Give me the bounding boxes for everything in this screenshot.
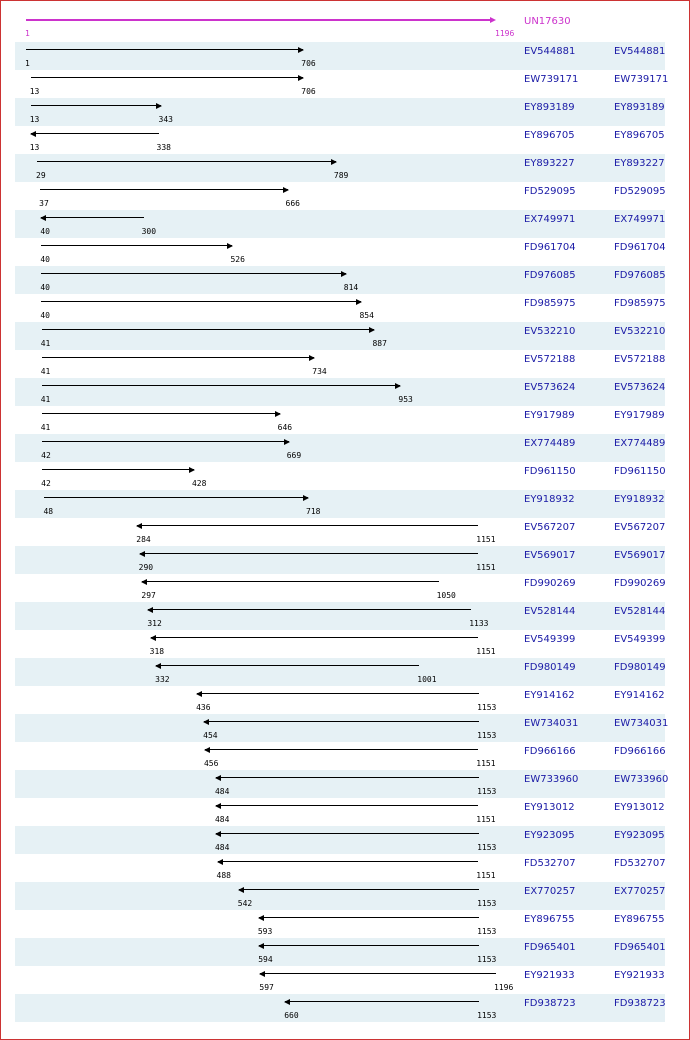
alignment-end: 1153 bbox=[477, 787, 497, 796]
accession-link-secondary[interactable]: EW739171 bbox=[614, 74, 669, 85]
accession-link[interactable]: EV569017 bbox=[524, 550, 576, 561]
accession-link-secondary[interactable]: EX774489 bbox=[614, 438, 666, 449]
alignment-end: 734 bbox=[312, 367, 327, 376]
accession-link-secondary[interactable]: FD965401 bbox=[614, 942, 666, 953]
accession-link[interactable]: EW733960 bbox=[524, 774, 579, 785]
accession-link-secondary[interactable]: FD980149 bbox=[614, 662, 666, 673]
arrow-right-icon bbox=[369, 327, 375, 333]
alignment-start: 454 bbox=[203, 731, 218, 740]
alignment-line bbox=[218, 861, 479, 862]
alignment-line bbox=[42, 329, 375, 330]
alignment-line bbox=[140, 553, 479, 554]
alignment-start: 13 bbox=[29, 115, 40, 124]
alignment-start: 594 bbox=[258, 955, 273, 964]
accession-link-secondary[interactable]: EV573624 bbox=[614, 382, 666, 393]
alignment-line bbox=[41, 245, 232, 246]
alignment-end: 526 bbox=[230, 255, 245, 264]
alignment-start: 37 bbox=[39, 199, 49, 208]
alignment-end: 1001 bbox=[417, 675, 437, 684]
alignment-end: 666 bbox=[285, 199, 300, 208]
alignment-line bbox=[259, 917, 479, 918]
arrow-left-icon bbox=[238, 887, 244, 893]
accession-link-secondary[interactable]: EV572188 bbox=[614, 354, 666, 365]
alignment-start: 41 bbox=[40, 395, 51, 404]
arrow-right-icon bbox=[298, 47, 304, 53]
arrow-left-icon bbox=[40, 215, 46, 221]
accession-link-secondary[interactable]: EV549399 bbox=[614, 634, 666, 645]
alignment-end: 854 bbox=[359, 311, 374, 320]
accession-link-secondary[interactable]: EV544881 bbox=[614, 46, 666, 57]
accession-link[interactable]: EY896755 bbox=[524, 914, 575, 925]
arrow-right-icon bbox=[331, 159, 337, 165]
alignment-start: 318 bbox=[149, 647, 165, 656]
accession-link-secondary[interactable]: EV569017 bbox=[614, 550, 666, 561]
alignment-start: 484 bbox=[214, 815, 230, 824]
alignment-end: 1151 bbox=[476, 759, 496, 768]
arrow-right-icon bbox=[156, 103, 162, 109]
alignment-line bbox=[260, 973, 496, 974]
alignment-line bbox=[41, 273, 345, 274]
alignment-line bbox=[31, 105, 161, 106]
alignment-line bbox=[239, 889, 479, 890]
arrow-left-icon bbox=[136, 523, 142, 529]
alignment-start: 284 bbox=[136, 535, 151, 544]
alignment-line bbox=[216, 777, 479, 778]
alignment-start: 484 bbox=[214, 787, 230, 796]
arrow-left-icon bbox=[196, 691, 202, 697]
accession-link[interactable]: EX749971 bbox=[524, 214, 576, 225]
accession-link[interactable]: EY913012 bbox=[524, 802, 575, 813]
arrow-left-icon bbox=[215, 803, 221, 809]
accession-link[interactable]: FD938723 bbox=[524, 998, 576, 1009]
accession-link-secondary[interactable]: FD990269 bbox=[614, 578, 666, 589]
alignment-line bbox=[42, 413, 280, 414]
alignment-end: 887 bbox=[372, 339, 387, 348]
arrow-right-icon bbox=[303, 495, 309, 501]
accession-link-secondary[interactable]: FD938723 bbox=[614, 998, 666, 1009]
arrow-left-icon bbox=[217, 859, 223, 865]
alignment-start: 597 bbox=[259, 983, 274, 992]
accession-link[interactable]: EV567207 bbox=[524, 522, 576, 533]
arrow-left-icon bbox=[150, 635, 156, 641]
alignment-end: 1151 bbox=[476, 563, 496, 572]
alignment-end: 1153 bbox=[477, 1011, 497, 1020]
accession-link-secondary[interactable]: EV528144 bbox=[614, 606, 666, 617]
alignment-line bbox=[156, 665, 419, 666]
alignment-line bbox=[216, 805, 478, 806]
alignment-start: 488 bbox=[216, 871, 231, 880]
alignment-end: 338 bbox=[156, 143, 171, 152]
arrow-left-icon bbox=[141, 579, 147, 585]
accession-link-secondary[interactable]: EY918932 bbox=[614, 494, 665, 505]
accession-link[interactable]: EY923095 bbox=[524, 830, 575, 841]
accession-link[interactable]: FD961704 bbox=[524, 242, 576, 253]
alignment-start: 456 bbox=[203, 759, 219, 768]
alignment-start: 41 bbox=[40, 339, 51, 348]
alignment-start: 29 bbox=[36, 171, 46, 180]
alignment-line bbox=[26, 49, 303, 50]
alignment-end: 1153 bbox=[477, 731, 497, 740]
alignment-end: 706 bbox=[301, 87, 316, 96]
arrow-left-icon bbox=[155, 663, 161, 669]
alignment-start: 436 bbox=[196, 703, 211, 712]
arrow-right-icon bbox=[189, 467, 195, 473]
accession-link-secondary[interactable]: EY914162 bbox=[614, 690, 665, 701]
accession-link-secondary[interactable]: EY893227 bbox=[614, 158, 665, 169]
accession-link-secondary[interactable]: EY921933 bbox=[614, 970, 665, 981]
accession-link[interactable]: EX774489 bbox=[524, 438, 576, 449]
alignment-start: 41 bbox=[40, 367, 51, 376]
accession-link-secondary[interactable]: EY913012 bbox=[614, 802, 665, 813]
reference-start: 1 bbox=[25, 29, 30, 38]
accession-link-secondary[interactable]: FD529095 bbox=[614, 186, 666, 197]
alignment-start: 13 bbox=[29, 87, 40, 96]
alignment-line bbox=[197, 693, 479, 694]
accession-link-secondary[interactable]: EY917989 bbox=[614, 410, 665, 421]
arrow-right-icon bbox=[309, 355, 315, 361]
alignment-line bbox=[42, 441, 289, 442]
alignment-end: 814 bbox=[343, 283, 359, 292]
alignment-end: 789 bbox=[333, 171, 349, 180]
accession-link-secondary[interactable]: EY896705 bbox=[614, 130, 665, 141]
accession-link-secondary[interactable]: EY896755 bbox=[614, 914, 665, 925]
alignment-line bbox=[42, 469, 194, 470]
accession-link-secondary[interactable]: EY893189 bbox=[614, 102, 665, 113]
accession-link-secondary[interactable]: EY923095 bbox=[614, 830, 665, 841]
alignment-line bbox=[205, 749, 478, 750]
arrow-left-icon bbox=[204, 747, 210, 753]
accession-link[interactable]: EY914162 bbox=[524, 690, 575, 701]
alignment-start: 332 bbox=[155, 675, 170, 684]
alignment-start: 48 bbox=[43, 507, 54, 516]
accession-link-secondary[interactable]: EV567207 bbox=[614, 522, 666, 533]
accession-link[interactable]: FD985975 bbox=[524, 298, 576, 309]
accession-link-secondary[interactable]: FD961704 bbox=[614, 242, 666, 253]
alignment-start: 1 bbox=[25, 59, 30, 68]
accession-link-secondary[interactable]: FD961150 bbox=[614, 466, 666, 477]
alignment-end: 1153 bbox=[477, 899, 497, 908]
arrow-left-icon bbox=[258, 943, 264, 949]
alignment-end: 1151 bbox=[476, 647, 496, 656]
alignment-end: 706 bbox=[301, 59, 316, 68]
alignment-line bbox=[41, 217, 143, 218]
reference-accession-link[interactable]: UN17630 bbox=[524, 16, 571, 27]
arrow-left-icon bbox=[215, 775, 221, 781]
arrow-right-icon bbox=[275, 411, 281, 417]
alignment-start: 290 bbox=[138, 563, 154, 572]
accession-link-secondary[interactable]: EW733960 bbox=[614, 774, 669, 785]
alignment-start: 42 bbox=[41, 451, 51, 460]
accession-link[interactable]: FD529095 bbox=[524, 186, 576, 197]
alignment-line bbox=[204, 721, 479, 722]
alignment-start: 297 bbox=[141, 591, 156, 600]
arrow-left-icon bbox=[284, 999, 290, 1005]
arrow-left-icon bbox=[147, 607, 153, 613]
accession-link[interactable]: EY896705 bbox=[524, 130, 575, 141]
accession-link-secondary[interactable]: FD985975 bbox=[614, 298, 666, 309]
alignment-line bbox=[142, 581, 438, 582]
arrow-left-icon bbox=[203, 719, 209, 725]
arrow-right-icon bbox=[284, 439, 290, 445]
alignment-start: 41 bbox=[40, 423, 51, 432]
alignment-start: 40 bbox=[40, 283, 50, 292]
arrow-right-icon bbox=[341, 271, 347, 277]
alignment-end: 300 bbox=[141, 227, 157, 236]
alignment-line bbox=[137, 525, 478, 526]
alignment-start: 40 bbox=[40, 227, 50, 236]
alignment-end: 1196 bbox=[494, 983, 514, 992]
accession-link[interactable]: FD990269 bbox=[524, 578, 576, 589]
alignment-end: 1153 bbox=[477, 703, 497, 712]
accession-link[interactable]: FD980149 bbox=[524, 662, 576, 673]
accession-link[interactable]: FD976085 bbox=[524, 270, 576, 281]
arrow-left-icon bbox=[215, 831, 221, 837]
alignment-line bbox=[42, 385, 401, 386]
accession-link[interactable]: EW739171 bbox=[524, 74, 579, 85]
alignment-start: 312 bbox=[147, 619, 162, 628]
alignment-line bbox=[44, 497, 308, 498]
alignment-line bbox=[285, 1001, 479, 1002]
arrow-left-icon bbox=[259, 971, 265, 977]
alignment-end: 1133 bbox=[469, 619, 489, 628]
accession-link[interactable]: EY921933 bbox=[524, 970, 575, 981]
accession-link[interactable]: EX770257 bbox=[524, 886, 576, 897]
alignment-end: 1151 bbox=[476, 815, 496, 824]
alignment-line bbox=[42, 357, 315, 358]
accession-link[interactable]: EY893227 bbox=[524, 158, 575, 169]
alignment-line bbox=[40, 189, 287, 190]
alignment-start: 40 bbox=[40, 255, 50, 264]
alignment-end: 1151 bbox=[476, 535, 496, 544]
alignment-end: 718 bbox=[306, 507, 321, 516]
alignment-end: 669 bbox=[286, 451, 302, 460]
alignment-start: 40 bbox=[40, 311, 50, 320]
accession-link-secondary[interactable]: EX749971 bbox=[614, 214, 666, 225]
alignment-line bbox=[31, 133, 159, 134]
arrow-left-icon bbox=[258, 915, 264, 921]
arrow-right-icon bbox=[283, 187, 289, 193]
accession-link-secondary[interactable]: EX770257 bbox=[614, 886, 666, 897]
accession-link[interactable]: FD532707 bbox=[524, 858, 576, 869]
accession-link[interactable]: FD965401 bbox=[524, 942, 576, 953]
accession-link[interactable]: EW734031 bbox=[524, 718, 579, 729]
alignment-end: 1153 bbox=[477, 955, 497, 964]
alignment-end: 1153 bbox=[477, 927, 497, 936]
accession-link-secondary[interactable]: FD976085 bbox=[614, 270, 666, 281]
accession-link[interactable]: FD961150 bbox=[524, 466, 576, 477]
alignment-end: 343 bbox=[158, 115, 173, 124]
alignment-line bbox=[259, 945, 479, 946]
accession-link[interactable]: FD966166 bbox=[524, 746, 576, 757]
accession-link[interactable]: EV549399 bbox=[524, 634, 576, 645]
alignment-line bbox=[37, 161, 336, 162]
alignment-end: 428 bbox=[191, 479, 207, 488]
accession-link-secondary[interactable]: FD532707 bbox=[614, 858, 666, 869]
alignment-line bbox=[151, 637, 479, 638]
alignment-line bbox=[148, 609, 471, 610]
arrow-right-icon bbox=[395, 383, 401, 389]
accession-link[interactable]: EV572188 bbox=[524, 354, 576, 365]
accession-link[interactable]: EY917989 bbox=[524, 410, 575, 421]
accession-link[interactable]: EV544881 bbox=[524, 46, 576, 57]
alignment-line bbox=[31, 77, 304, 78]
alignment-end: 953 bbox=[398, 395, 413, 404]
alignment-end: 1151 bbox=[476, 871, 496, 880]
alignment-line bbox=[41, 301, 361, 302]
alignment-start: 542 bbox=[237, 899, 253, 908]
accession-link[interactable]: EV573624 bbox=[524, 382, 576, 393]
alignment-end: 1153 bbox=[477, 843, 497, 852]
arrow-right-icon bbox=[356, 299, 362, 305]
arrow-right-icon bbox=[298, 75, 304, 81]
accession-link-secondary[interactable]: EW734031 bbox=[614, 718, 669, 729]
arrow-left-icon bbox=[30, 131, 36, 137]
accession-link[interactable]: EV528144 bbox=[524, 606, 576, 617]
alignment-start: 484 bbox=[214, 843, 230, 852]
alignment-start: 13 bbox=[29, 143, 40, 152]
alignment-line bbox=[216, 833, 479, 834]
arrow-left-icon bbox=[139, 551, 145, 557]
reference-end: 1196 bbox=[495, 29, 515, 38]
alignment-start: 42 bbox=[41, 479, 51, 488]
reference-arrow-icon bbox=[490, 17, 496, 23]
alignment-start: 593 bbox=[257, 927, 273, 936]
reference-line bbox=[26, 19, 491, 21]
alignment-end: 646 bbox=[277, 423, 293, 432]
alignment-end: 1050 bbox=[436, 591, 456, 600]
accession-link[interactable]: EY918932 bbox=[524, 494, 575, 505]
accession-link-secondary[interactable]: FD966166 bbox=[614, 746, 666, 757]
alignment-start: 660 bbox=[284, 1011, 299, 1020]
accession-link[interactable]: EV532210 bbox=[524, 326, 576, 337]
accession-link[interactable]: EY893189 bbox=[524, 102, 575, 113]
accession-link-secondary[interactable]: EV532210 bbox=[614, 326, 666, 337]
arrow-right-icon bbox=[227, 243, 233, 249]
